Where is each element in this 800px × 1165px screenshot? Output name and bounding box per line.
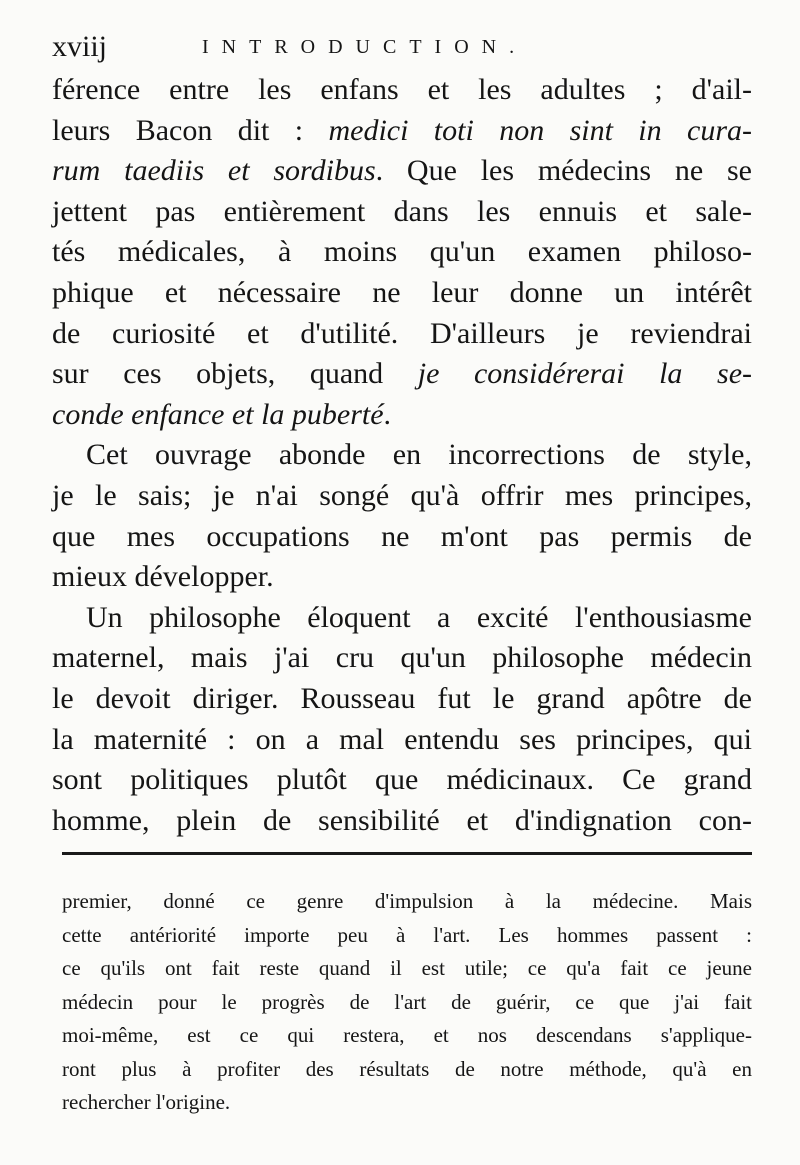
text-line: conde enfance et la puberté. xyxy=(52,397,392,431)
text-line: maternel, mais j'ai cru qu'un philosophe médecin xyxy=(52,641,752,675)
text-line: le devoit diriger. Rousseau fut le grand apôtre de xyxy=(52,681,752,715)
text-line: la maternité : on a mal entendu ses principes, qui xyxy=(52,722,752,756)
latin-quote: medici toti non sint in cura- xyxy=(328,113,752,147)
text-line: Un philosophe éloquent a excité l'enthousiasme xyxy=(86,600,752,634)
text-line: phique et nécessaire ne leur donne un intérêt xyxy=(52,275,752,309)
footnote-line: premier, donné ce genre d'impulsion à la médecine. Mais xyxy=(62,889,752,913)
text-line: sont politiques plutôt que médicinaux. Ce grand xyxy=(52,763,752,797)
main-text xyxy=(52,70,752,841)
text-line: de curiosité et d'utilité. D'ailleurs je reviendrai xyxy=(52,316,752,350)
footnote-line: rechercher l'origine. xyxy=(62,1090,231,1114)
footnote-line: médecin pour le progrès de l'art de guérir, ce que j'ai fait xyxy=(62,989,752,1014)
text-line: rum taediis et sordibus. Que les médecins ne se xyxy=(52,154,753,188)
text-line: mieux développer. xyxy=(52,560,274,594)
footnote-line: cette antériorité importe peu à l'art. Les hommes passent : xyxy=(62,922,752,947)
italic-phrase: je considérerai la se- xyxy=(417,357,752,391)
footnote-line: ce qu'ils ont fait reste quand il est utile; ce qu'a fait ce jeune xyxy=(62,956,752,980)
italic-phrase: conde enfance et la puberté xyxy=(52,397,384,431)
footnote-rule xyxy=(62,852,752,855)
footnote-line: moi-même, est ce qui restera, et nos descendans s'applique- xyxy=(62,1023,752,1047)
text-line: leurs Bacon dit : medici toti non sint in cura- xyxy=(52,113,752,147)
text-line: Cet ouvrage abonde en incorrections de style, xyxy=(86,438,752,472)
footnote-line: ront plus à profiter des résultats de notre méthode, qu'à en xyxy=(62,1056,752,1081)
text-line: je le sais; je n'ai songé qu'à offrir mes principes, xyxy=(52,478,752,512)
text-line: que mes occupations ne m'ont pas permis de xyxy=(52,519,752,553)
text-line: sur ces objets, quand je considérerai la se- xyxy=(52,357,752,391)
text-line: férence entre les enfans et les adultes ; d'ail- xyxy=(52,73,752,106)
running-head: INTRODUCTION. xyxy=(202,36,528,58)
text-line: tés médicales, à moins qu'un examen philoso- xyxy=(52,235,752,269)
page-header xyxy=(52,30,752,70)
text-line: homme, plein de sensibilité et d'indignation con- xyxy=(52,803,752,837)
text-line: jettent pas entièrement dans les ennuis et sale- xyxy=(52,194,752,228)
latin-quote: rum taediis et sordibus xyxy=(52,154,376,188)
page-number: xviij xyxy=(52,30,108,63)
footnote xyxy=(62,885,752,1120)
